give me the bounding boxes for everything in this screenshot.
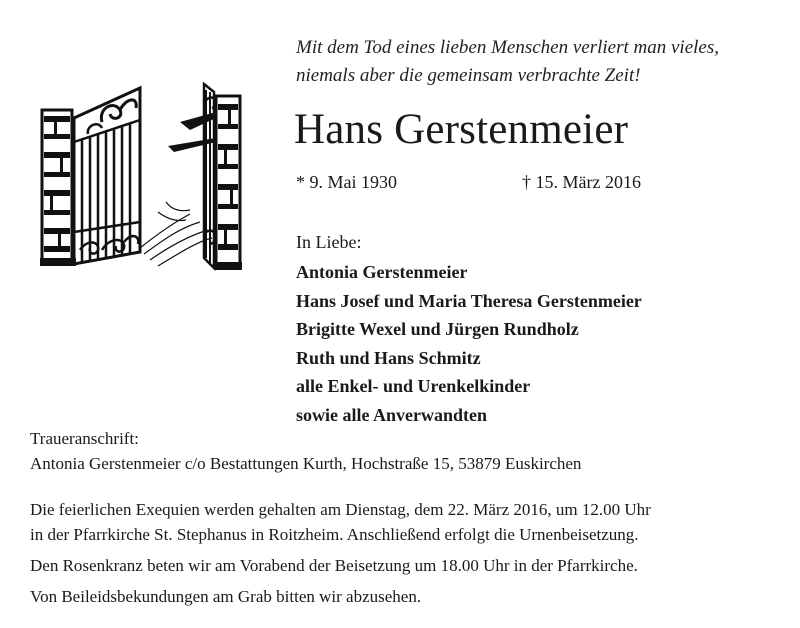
service-line: in der Pfarrkirche St. Stephanus in Roitzheim. Anschließend erfolgt die Urnenbeisetzung. [30,525,639,544]
mourner-name: sowie alle Anverwandten [296,404,487,425]
address-label: Traueranschrift: [30,429,139,448]
motto-line: niemals aber die gemeinsam verbrachte Zeit! [296,65,641,86]
mourner-name: alle Enkel- und Urenkelkinder [296,376,531,396]
left-pillar [40,110,76,266]
mourner-name: Antonia Gerstenmeier [296,262,468,282]
mourner-name: Ruth und Hans Schmitz [296,347,481,368]
left-gate-wing [74,88,140,264]
motto-quote [296,34,719,90]
address-text: Antonia Gerstenmeier c/o Bestattungen Kurth, Hochstraße 15, 53879 Euskirchen [30,454,582,473]
service-line: Die feierlichen Exequien werden gehalten am Dienstag, dem 22. März 2016, um 12.00 Uhr [30,500,651,519]
mourner-name: Brigitte Wexel und Jürgen Rundholz [296,319,579,339]
mourner-name: Hans Josef und Maria Theresa Gerstenmeier [296,290,642,311]
right-gate-wing [204,84,216,268]
service-details [30,497,651,609]
birth-date: * 9. Mai 1930 [296,172,397,192]
mourners-intro: In Liebe: [296,232,362,252]
open-gate-icon [40,82,244,272]
mourners-list [296,258,642,429]
mourning-address [30,426,581,476]
service-line: Den Rosenkranz beten wir am Vorabend der Beisetzung um 18.00 Uhr in der Pfarrkirche. [30,556,638,575]
deceased-name: Hans Gerstenmeier [294,106,629,153]
service-line: Von Beileidsbekundungen am Grab bitten wir abzusehen. [30,587,422,606]
motto-line: Mit dem Tod eines lieben Menschen verliert man vieles, [296,37,719,58]
death-date: † 15. März 2016 [522,172,641,192]
garden-path [140,202,212,266]
